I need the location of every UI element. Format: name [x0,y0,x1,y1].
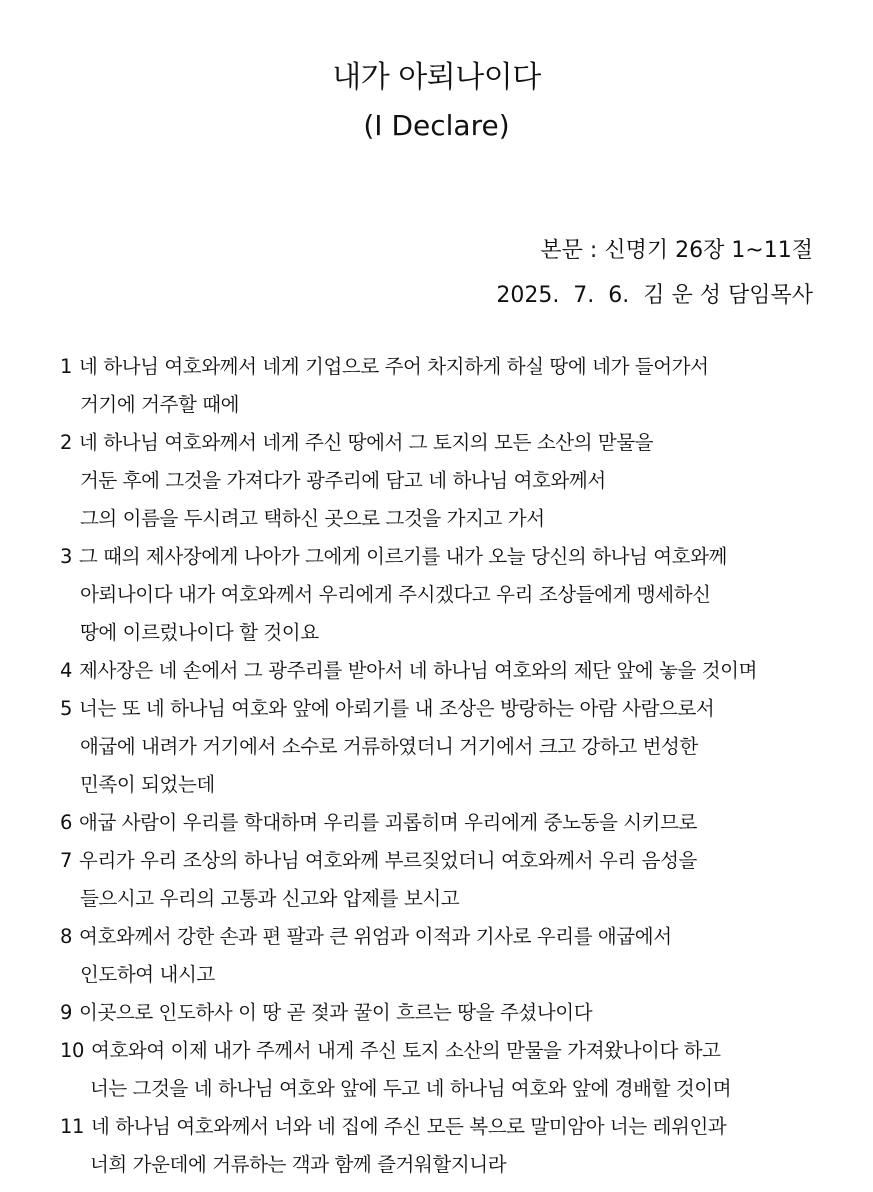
date-and-pastor: 2025. 7. 6. 김 운 성 담임목사 [496,283,813,308]
verse-text: 인도하여 내시고 [80,963,215,986]
verse-line [60,348,860,386]
verse-number: 2 [60,431,73,454]
page-title: 내가 아뢰나이다 [332,60,541,95]
verse-line [60,842,860,880]
verse-line [60,538,860,576]
verse-text: 너는 또 네 하나님 여호와 앞에 아뢰기를 내 조상은 방랑하는 아람 사람으로서 [79,697,715,720]
verse-text: 여호와께서 강한 손과 편 팔과 큰 위엄과 이적과 기사로 우리를 애굽에서 [79,925,672,948]
verse-line [60,918,860,956]
verse-text: 네 하나님 여호와께서 너와 네 집에 주신 모든 복으로 말미암아 너는 레위인과 [91,1115,727,1138]
verse-number: 1 [60,355,73,378]
verse-line [60,386,860,424]
verse-text: 들으시고 우리의 고통과 신고와 압제를 보시고 [80,887,460,910]
verse-line [60,728,860,766]
verse-text: 너희 가운데에 거류하는 객과 함께 즐거워할지니라 [90,1153,507,1176]
verse-2 [60,424,860,538]
verse-text: 애굽 사람이 우리를 학대하며 우리를 괴롭히며 우리에게 중노동을 시키므로 [79,811,697,834]
verse-11 [60,1108,860,1184]
verse-line [60,462,860,500]
verse-9 [60,994,860,1032]
verse-line [60,994,860,1032]
verse-7 [60,842,860,918]
verse-text: 애굽에 내려가 거기에서 소수로 거류하였더니 거기에서 크고 강하고 번성한 [80,735,698,758]
verse-text: 거둔 후에 그것을 가져다가 광주리에 담고 네 하나님 여호와께서 [80,469,606,492]
verse-text: 거기에 거주할 때에 [80,393,240,416]
verse-line [60,1032,860,1070]
verse-number: 9 [60,1001,73,1024]
verse-number: 5 [60,697,73,720]
verse-3 [60,538,860,652]
verse-line [60,690,860,728]
verse-text: 그의 이름을 두시려고 택하신 곳으로 그것을 가지고 가서 [80,507,545,530]
verse-number: 11 [60,1115,85,1138]
verse-line [60,1146,860,1184]
verse-line [60,424,860,462]
verse-text: 네 하나님 여호와께서 네게 기업으로 주어 차지하게 하실 땅에 네가 들어가서 [79,355,709,378]
verse-text: 그 때의 제사장에게 나아가 그에게 이르기를 내가 오늘 당신의 하나님 여호와께 [79,545,727,568]
verse-line [60,1070,860,1108]
verse-text: 땅에 이르렀나이다 할 것이요 [80,621,319,644]
verse-6 [60,804,860,842]
verse-line [60,880,860,918]
verse-line [60,804,860,842]
verse-text: 제사장은 네 손에서 그 광주리를 받아서 네 하나님 여호와의 제단 앞에 놓을 것이며 [79,659,758,682]
verse-line [60,614,860,652]
verse-text: 민족이 되었는데 [80,773,215,796]
verse-line [60,1108,860,1146]
verse-number: 6 [60,811,73,834]
verse-text: 네 하나님 여호와께서 네게 주신 땅에서 그 토지의 모든 소산의 맏물을 [79,431,654,454]
verse-text: 우리가 우리 조상의 하나님 여호와께 부르짖었더니 여호와께서 우리 음성을 [79,849,697,872]
verse-text: 이곳으로 인도하사 이 땅 곧 젖과 꿀이 흐르는 땅을 주셨나이다 [79,1001,593,1024]
verse-line [60,766,860,804]
verse-text: 아뢰나이다 내가 여호와께서 우리에게 주시겠다고 우리 조상들에게 맹세하신 [80,583,711,606]
verse-number: 10 [60,1039,85,1062]
verse-line [60,956,860,994]
verse-line [60,500,860,538]
verse-10 [60,1032,860,1108]
page-subtitle: (I Declare) [363,109,510,142]
verse-8 [60,918,860,994]
verse-line [60,576,860,614]
scripture-verses [60,348,860,1184]
verse-number: 8 [60,925,73,948]
verse-1 [60,348,860,424]
verse-number: 3 [60,545,73,568]
verse-5 [60,690,860,804]
verse-number: 4 [60,659,73,682]
verse-4 [60,652,860,690]
verse-line [60,652,860,690]
sermon-meta [496,228,813,318]
verse-number: 7 [60,849,73,872]
scripture-reference: 본문 : 신명기 26장 1~11절 [540,238,813,263]
verse-text: 여호와여 이제 내가 주께서 내게 주신 토지 소산의 맏물을 가져왔나이다 하고 [91,1039,721,1062]
verse-text: 너는 그것을 네 하나님 여호와 앞에 두고 네 하나님 여호와 앞에 경배할 것이며 [90,1077,732,1100]
